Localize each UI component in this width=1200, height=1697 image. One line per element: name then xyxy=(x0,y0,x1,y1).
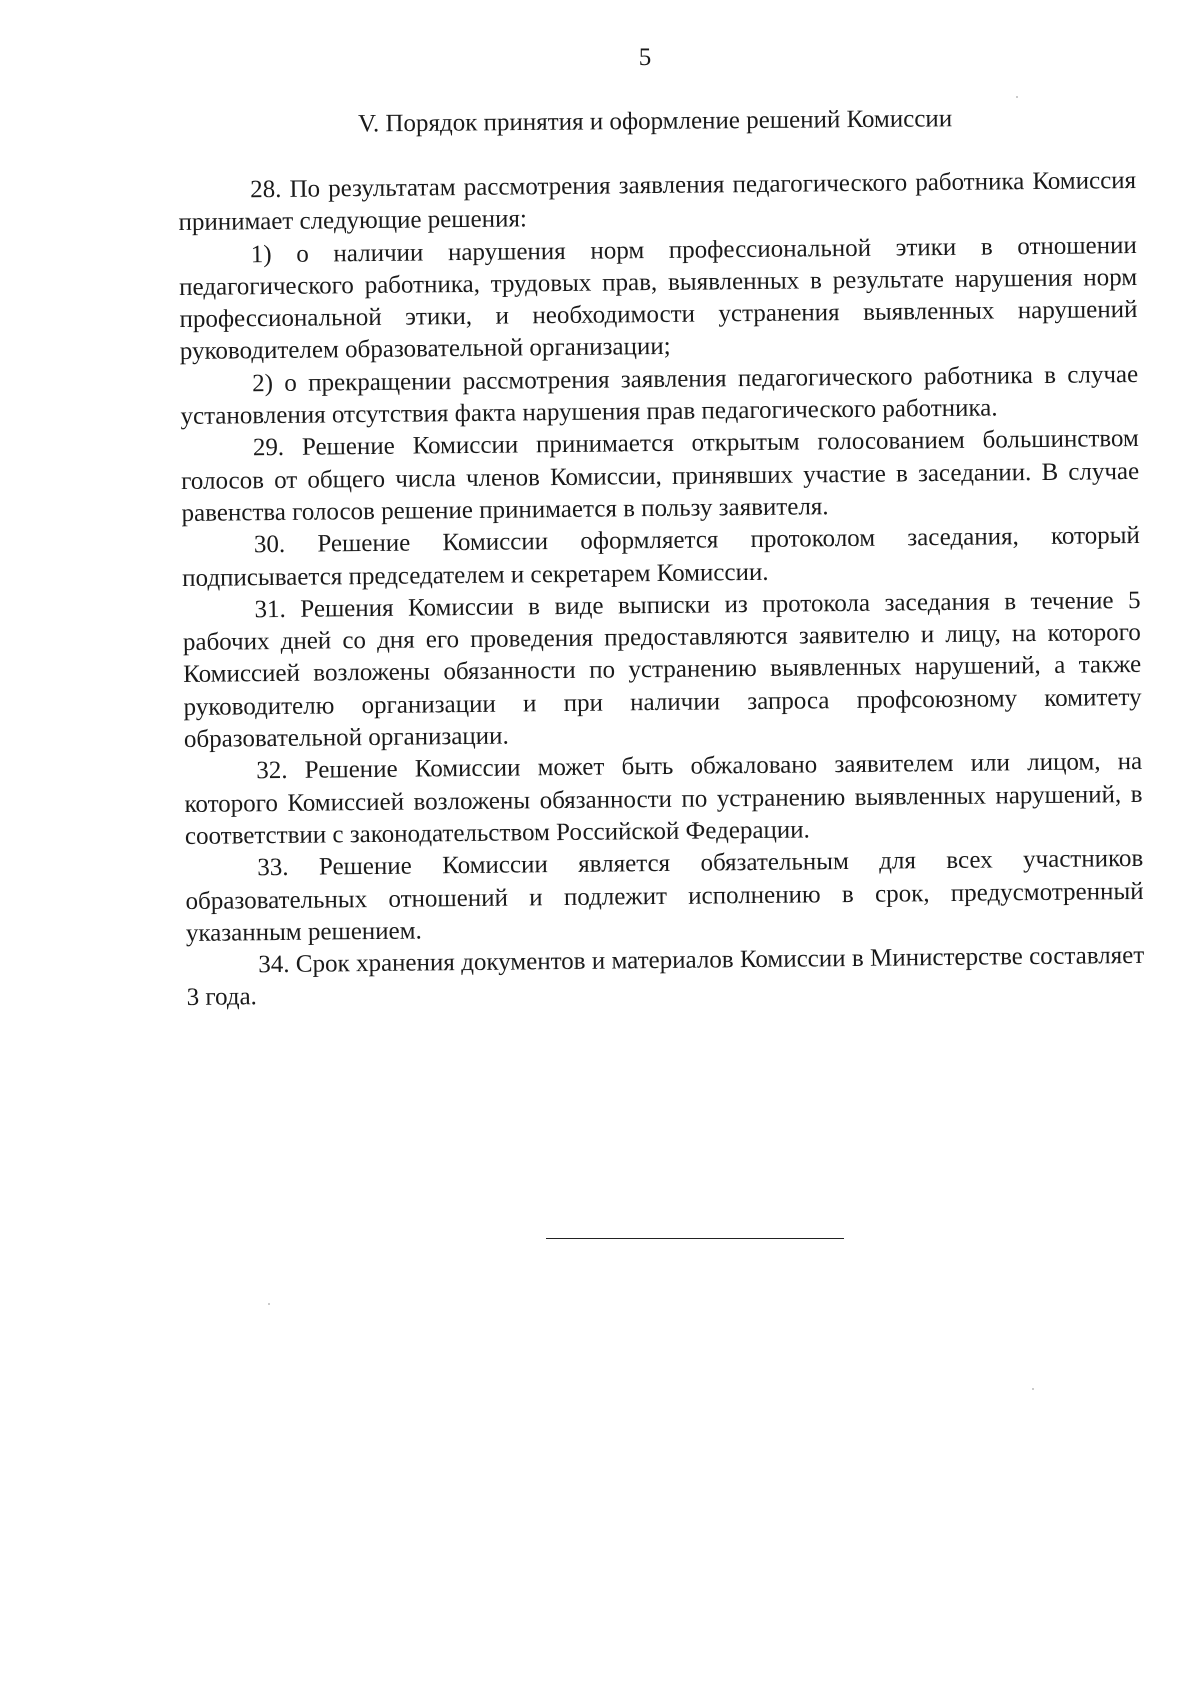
page-number: 5 xyxy=(638,44,652,71)
closing-rule xyxy=(546,1238,844,1239)
document-body xyxy=(178,165,1145,1015)
paragraph-29: 29. Решение Комиссии принимается открытым голосованием большинством голосов от общего числа членов Комиссии, принявших участие в заседании. В случае равенства голосов решение принимается в пользу заявителя. xyxy=(181,425,1140,527)
paragraph-28-item-1: 1) о наличии нарушения норм профессиональной этики в отношении педагогического работника, трудовых прав, выявленных в результате нарушения норм профессиональной этики, и необходимости устранения выявленных нарушений руководителем образовательной организации; xyxy=(179,231,1138,366)
scan-speck xyxy=(268,1303,270,1305)
paragraph-33: 33. Решение Комиссии является обязательным для всех участников образовательных отношений и подлежит исполнению в срок, предусмотренный указанным решением. xyxy=(185,845,1144,947)
section-title: V. Порядок принятия и оформление решений Комиссии xyxy=(357,105,953,138)
paragraph-31: 31. Решения Комиссии в виде выписки из протокола заседания в течение 5 рабочих дней со дня его проведения предоставляются заявителю и лицу, на которого Комиссией возложены обязанности по устранению выявленных нарушений, а также руководителю организации и при наличии запроса профсоюзному комитету образовательной организации. xyxy=(182,586,1142,754)
paragraph-28: 28. По результатам рассмотрения заявления педагогического работника Комиссия принимает следующие решения: xyxy=(178,166,1137,237)
scan-speck xyxy=(1016,96,1018,98)
scan-speck xyxy=(1032,1388,1034,1390)
paragraph-30: 30. Решение Комиссии оформляется протоколом заседания, который подписывается председателем и секретарем Комиссии. xyxy=(182,522,1140,592)
paragraph-34: 34. Срок хранения документов и материалов Комиссии в Министерстве составляет 3 года. xyxy=(186,942,1145,1012)
paragraph-32: 32. Решение Комиссии может быть обжаловано заявителем или лицом, на которого Комиссией возложены обязанности по устранению выявленных нарушений, в соответствии с законодательством Российской Федерации. xyxy=(184,748,1143,850)
paragraph-28-item-2: 2) о прекращении рассмотрения заявления педагогического работника в случае установления отсутствия факта нарушения прав педагогического работника. xyxy=(180,360,1139,431)
